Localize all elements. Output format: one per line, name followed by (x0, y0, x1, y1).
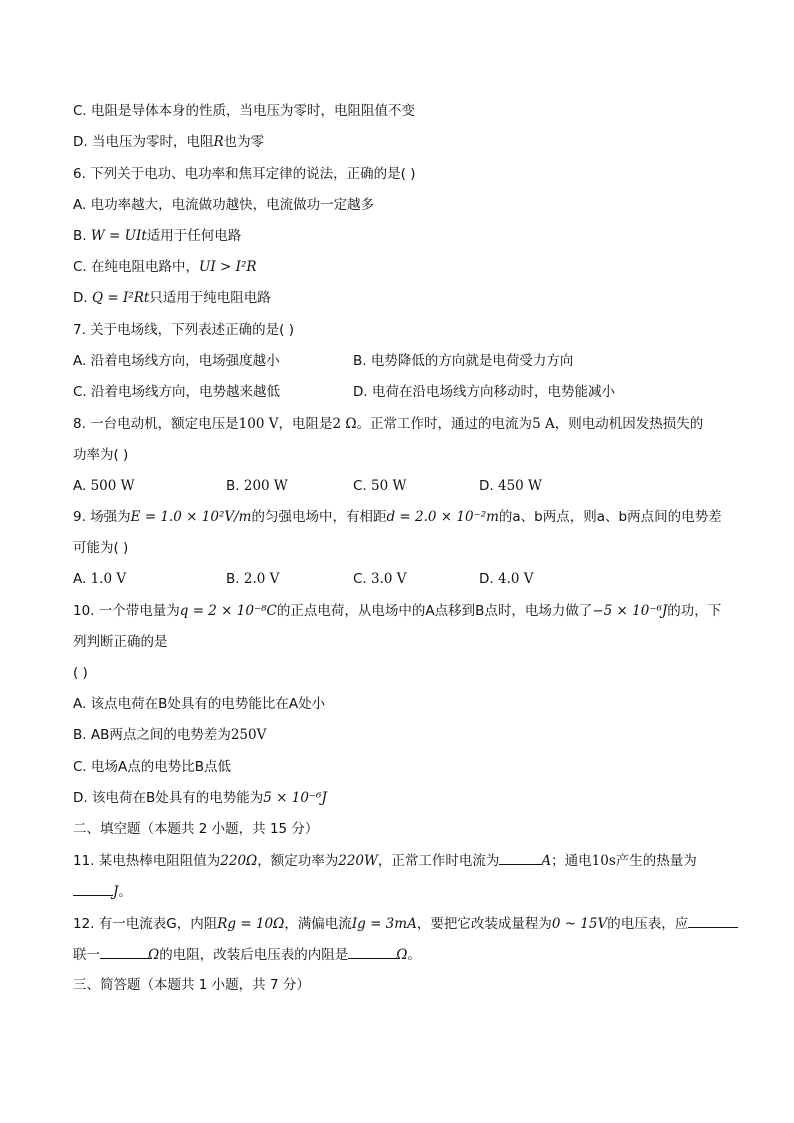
q10-stem: 10. 一个带电量为q = 2 × 10⁻⁸C的正点电荷，从电场中的A点移到B点时，电场力做了−5 × 10⁻⁶J的功，下 (73, 603, 722, 619)
q7-option-b: B. 电势降低的方向就是电荷受力方向 (353, 353, 574, 369)
q8-stem-cont: 功率为( ) (73, 447, 129, 463)
q9-option-a: A. 1.0 V (73, 571, 127, 587)
q10-answer-paren: ( ) (73, 665, 88, 681)
q8-option-b: B. 200 W (226, 478, 288, 494)
q9-stem-cont: 可能为( ) (73, 540, 129, 556)
q8-option-c: C. 50 W (353, 478, 407, 494)
q6-stem: 6. 下列关于电功、电功率和焦耳定律的说法，正确的是( ) (73, 166, 416, 182)
q10-stem-cont: 列判断正确的是 (73, 634, 168, 650)
q9-option-c: C. 3.0 V (353, 571, 407, 587)
q11-stem: 11. 某电热棒电阻阻值为220Ω，额定功率为220W，正常工作时电流为 A；通电10s产生的热量为 (73, 850, 697, 871)
q10-option-a: A. 该点电荷在B处具有的电势能比在A处小 (73, 696, 326, 712)
q6-option-d: D. Q = I²Rt只适用于纯电阻电路 (73, 290, 271, 306)
q12-blank-internal-resistance[interactable] (348, 944, 396, 959)
q7-option-d: D. 电荷在沿电场线方向移动时，电势能减小 (353, 384, 615, 400)
q9-option-b: B. 2.0 V (226, 571, 280, 587)
q10-option-c: C. 电场A点的电势比B点低 (73, 759, 232, 775)
q10-option-d: D. 该电荷在B处具有的电势能为5 × 10⁻⁶J (73, 790, 327, 806)
q7-option-a: A. 沿着电场线方向，电场强度越小 (73, 353, 280, 369)
q8-option-d: D. 450 W (479, 478, 542, 494)
q12-stem: 12. 有一电流表G，内阻Rg = 10Ω，满偏电流Ig = 3mA，要把它改装成量程为0 ~ 15V的电压表，应 (73, 913, 738, 934)
q9-option-d: D. 4.0 V (479, 571, 534, 587)
q12-blank-resistance[interactable] (100, 944, 148, 959)
q7-option-c: C. 沿着电场线方向，电势越来越低 (73, 384, 281, 400)
q11-blank-heat[interactable] (73, 881, 113, 896)
q9-stem: 9. 场强为E = 1.0 × 10²V/m的匀强电场中，有相距d = 2.0 × 10⁻²m的a、b两点，则a、b两点间的电势差 (73, 509, 722, 525)
q6-option-b: B. W = UIt适用于任何电路 (73, 228, 242, 244)
q11-stem-cont: J。 (73, 881, 132, 902)
q5-option-d: D. 当电压为零时，电阻R也为零 (73, 134, 265, 150)
q6-option-c: C. 在纯电阻电路中，UI > I²R (73, 259, 257, 275)
q8-stem: 8. 一台电动机，额定电压是100 V，电阻是2 Ω。正常工作时，通过的电流为5 A，则电动机因发热损失的 (73, 416, 704, 432)
q6-option-a: A. 电功率越大，电流做功越快，电流做功一定越多 (73, 197, 375, 213)
section-2-heading: 二、填空题（本题共 2 小题，共 15 分） (73, 821, 319, 837)
section-3-heading: 三、简答题（本题共 1 小题，共 7 分） (73, 977, 310, 993)
q5-option-c: C. 电阻是导体本身的性质，当电压为零时，电阻阻值不变 (73, 103, 416, 119)
q12-blank-connection[interactable] (688, 913, 738, 928)
q10-option-b: B. AB两点之间的电势差为250V (73, 727, 267, 743)
q12-stem-cont: 联一 Ω的电阻，改装后电压表的内阻是 Ω。 (73, 944, 421, 965)
q11-blank-current[interactable] (499, 850, 541, 865)
q8-option-a: A. 500 W (73, 478, 135, 494)
q7-stem: 7. 关于电场线，下列表述正确的是( ) (73, 322, 294, 338)
